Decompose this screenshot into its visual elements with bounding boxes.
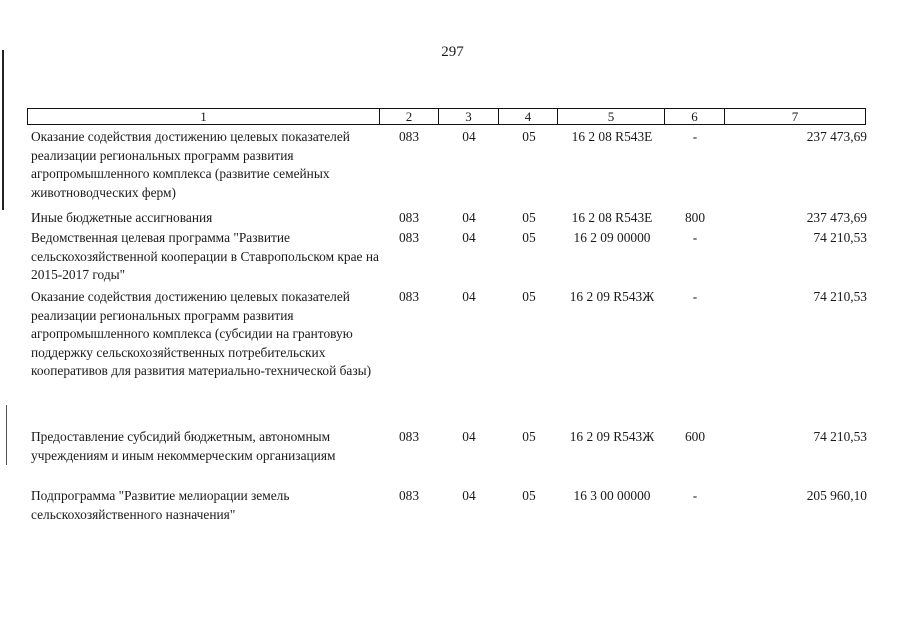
row-amount: 205 960,10 bbox=[806, 488, 867, 503]
row-target-code: 16 2 09 R543Ж bbox=[569, 429, 655, 444]
header-row bbox=[28, 109, 866, 125]
row-code: 083 bbox=[398, 488, 420, 503]
row-section: 04 bbox=[462, 129, 476, 144]
row-code: 083 bbox=[398, 210, 420, 225]
row-subsection: 05 bbox=[522, 129, 536, 144]
row-code: 083 bbox=[398, 429, 420, 444]
header-col-3: 3 bbox=[439, 109, 499, 125]
row-target-code: 16 3 00 00000 bbox=[573, 488, 651, 503]
row-code: 083 bbox=[398, 289, 420, 304]
row-code: 083 bbox=[398, 129, 420, 144]
row-expense-type: - bbox=[692, 230, 698, 245]
row-section: 04 bbox=[462, 289, 476, 304]
row-subsection: 05 bbox=[522, 488, 536, 503]
row-code: 083 bbox=[398, 230, 420, 245]
row-name: Оказание содействия достижению целевых показателей реализации региональных программ развития агропромышленного комплекса (субсидии на грантовую поддержку сельскохозяйственных потребительских кооперативов для развития материально-технической базы) bbox=[31, 289, 372, 379]
header-col-1: 1 bbox=[28, 109, 380, 125]
row-subsection: 05 bbox=[522, 210, 536, 225]
header-col-4: 4 bbox=[499, 109, 558, 125]
header-col-7: 7 bbox=[725, 109, 866, 125]
row-name: Предоставление субсидий бюджетным, автономным учреждениям и иным некоммерческим организациям bbox=[31, 429, 336, 463]
row-section: 04 bbox=[462, 429, 476, 444]
row-expense-type: - bbox=[692, 488, 698, 503]
row-section: 04 bbox=[462, 210, 476, 225]
column-header-table bbox=[27, 108, 866, 125]
row-name: Подпрограмма "Развитие мелиорации земель сельскохозяйственного назначения" bbox=[31, 488, 290, 522]
row-subsection: 05 bbox=[522, 230, 536, 245]
row-expense-type: - bbox=[692, 289, 698, 304]
row-name: Ведомственная целевая программа "Развитие сельскохозяйственной кооперации в Ставропольском крае на 2015-2017 годы" bbox=[31, 230, 379, 283]
row-target-code: 16 2 08 R543E bbox=[571, 129, 653, 144]
scan-margin-line bbox=[2, 50, 4, 210]
header-col-6: 6 bbox=[665, 109, 725, 125]
row-expense-type: 600 bbox=[684, 429, 706, 444]
row-subsection: 05 bbox=[522, 429, 536, 444]
row-amount: 237 473,69 bbox=[806, 210, 867, 225]
row-section: 04 bbox=[462, 488, 476, 503]
row-subsection: 05 bbox=[522, 289, 536, 304]
row-target-code: 16 2 08 R543E bbox=[571, 210, 653, 225]
page-number: 297 bbox=[441, 44, 464, 60]
row-name: Иные бюджетные ассигнования bbox=[31, 210, 213, 225]
row-amount: 74 210,53 bbox=[813, 230, 867, 245]
header-col-2: 2 bbox=[380, 109, 439, 125]
row-expense-type: 800 bbox=[684, 210, 706, 225]
row-target-code: 16 2 09 00000 bbox=[573, 230, 651, 245]
row-name: Оказание содействия достижению целевых показателей реализации региональных программ развития агропромышленного комплекса (развитие семейных животноводческих ферм) bbox=[31, 129, 350, 200]
row-amount: 237 473,69 bbox=[806, 129, 867, 144]
row-amount: 74 210,53 bbox=[813, 429, 867, 444]
row-target-code: 16 2 09 R543Ж bbox=[569, 289, 655, 304]
row-amount: 74 210,53 bbox=[813, 289, 867, 304]
row-section: 04 bbox=[462, 230, 476, 245]
header-col-5: 5 bbox=[558, 109, 665, 125]
row-expense-type: - bbox=[692, 129, 698, 144]
scan-margin-mark bbox=[6, 405, 7, 465]
